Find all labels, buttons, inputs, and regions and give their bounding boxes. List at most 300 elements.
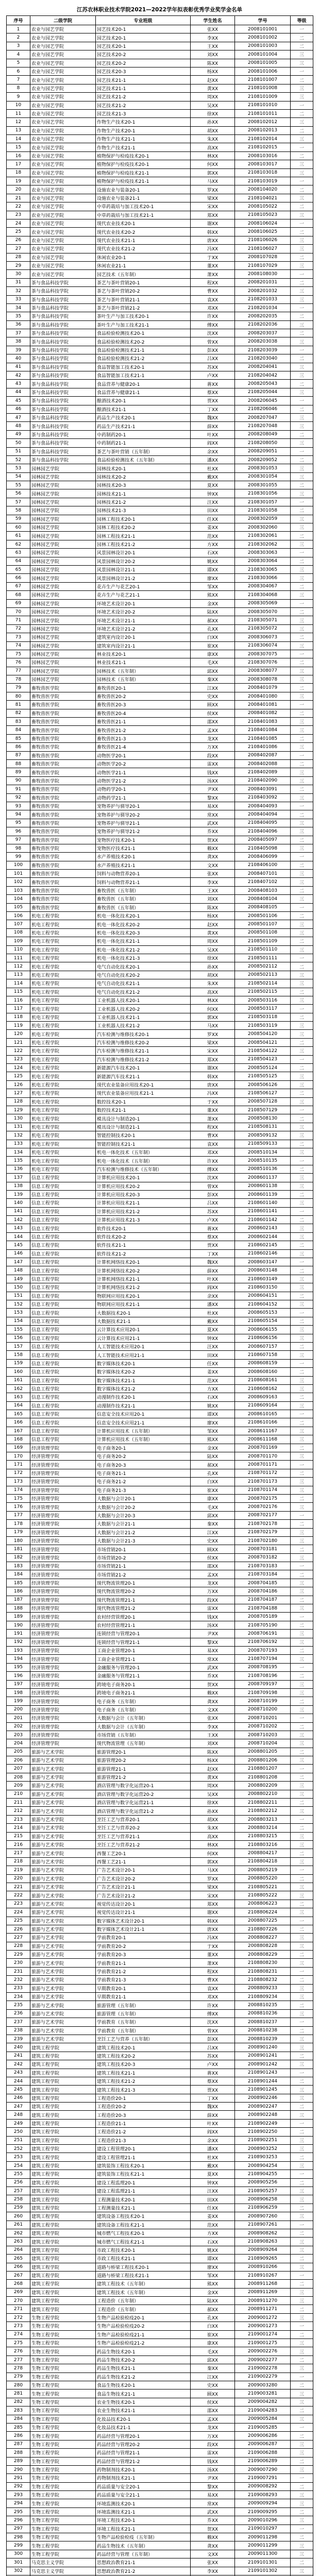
cell-name: 萧XX [191, 1959, 235, 1967]
cell-level: 二 [291, 1216, 313, 1224]
cell-college: 畜牧兽医学院 [30, 692, 96, 700]
cell-student-id: 2108306074 [235, 641, 291, 650]
cell-name: 许XX [191, 2001, 235, 2009]
table-row [7, 810, 313, 819]
cell-name: 傅XX [191, 2009, 235, 2018]
cell-student-id: 2108602145 [235, 1241, 291, 1249]
table-row [7, 1106, 313, 1114]
table-row [7, 751, 313, 759]
cell-college: 园林园艺学院 [30, 472, 96, 481]
cell-level: 三 [291, 2060, 313, 2069]
cell-college: 信息工程学院 [30, 1317, 96, 1325]
cell-index: 294 [7, 2499, 30, 2507]
table-row [7, 1976, 313, 1984]
cell-college: 畜牧兽医学院 [30, 793, 96, 802]
table-row [7, 2330, 313, 2338]
table-row [7, 701, 313, 709]
cell-level: 一 [291, 498, 313, 506]
cell-index: 230 [7, 1959, 30, 1967]
cell-level: 一 [291, 1258, 313, 1266]
cell-name: 冯XX [191, 245, 235, 253]
cell-level: 一 [291, 1055, 313, 1063]
cell-name: 傅XX [191, 320, 235, 329]
table-row [7, 1055, 313, 1063]
cell-college: 经济管理学院 [30, 1604, 96, 1613]
cell-student-id: 2108601142 [235, 1216, 291, 1224]
cell-class: 园艺技术21-2 [96, 93, 191, 101]
cell-class: 林业技术20-1 [96, 650, 191, 658]
cell-name: 陈XX [191, 903, 235, 911]
cell-college: 农业与园艺学院 [30, 25, 96, 33]
cell-college: 农业与园艺学院 [30, 160, 96, 168]
cell-college: 建筑工程学院 [30, 2077, 96, 2085]
cell-class: 环境艺术设计20-1 [96, 599, 191, 607]
cell-class: 环境监测技术21-1 [96, 2507, 191, 2516]
cell-class: 计算机网络技术21-2 [96, 1283, 191, 1292]
cell-class: 植物保护与检疫技术21-1 [96, 177, 191, 185]
table-row [7, 2364, 313, 2372]
cell-name: 赖XX [191, 844, 235, 852]
cell-name: 董XX [191, 261, 235, 269]
cell-name: 何XX [191, 1005, 235, 1013]
cell-index: 43 [7, 380, 30, 388]
table-row [7, 1638, 313, 1646]
cell-college: 畜牧兽医学院 [30, 886, 96, 894]
scholarship-table [6, 15, 313, 2576]
cell-student-id: 2108808230 [235, 1959, 291, 1967]
cell-student-id: 2008810235 [235, 2001, 291, 2009]
cell-student-id: 2009005284 [235, 2415, 291, 2423]
table-row [7, 219, 313, 227]
cell-college: 信息工程学院 [30, 1275, 96, 1283]
cell-level: 三 [291, 2263, 313, 2271]
cell-level: 一 [291, 1157, 313, 1165]
cell-student-id: 2108801207 [235, 1765, 291, 1773]
cell-index: 141 [7, 1207, 30, 1215]
cell-name: 段XX [191, 1596, 235, 1604]
cell-college: 机电工程学院 [30, 954, 96, 962]
cell-index: 2 [7, 33, 30, 42]
cell-student-id: 2108104021 [235, 194, 291, 202]
cell-class: 药品经营与管理21-1 [96, 2449, 191, 2457]
cell-student-id: 2008807225 [235, 1917, 291, 1925]
cell-student-id: 2108604152 [235, 1300, 291, 1308]
cell-index: 17 [7, 160, 30, 168]
cell-college: 经济管理学院 [30, 1536, 96, 1545]
cell-class: 云计算技术应用20-1 [96, 1326, 191, 1334]
cell-index: 34 [7, 303, 30, 312]
cell-college: 经济管理学院 [30, 1621, 96, 1629]
cell-student-id: 2108301058 [235, 506, 291, 515]
cell-index: 130 [7, 1114, 30, 1123]
cell-college: 信息工程学院 [30, 1393, 96, 1401]
cell-index: 117 [7, 1005, 30, 1013]
cell-student-id: 2008801205 [235, 1748, 291, 1756]
table-row [7, 979, 313, 988]
table-row [7, 185, 313, 194]
cell-college: 畜牧兽医学院 [30, 827, 96, 836]
cell-class: 烹饪工艺与营养（五年制） [96, 2035, 191, 2043]
cell-college: 信息工程学院 [30, 1199, 96, 1207]
cell-index: 98 [7, 844, 30, 852]
cell-name: 邱XX [191, 667, 235, 675]
cell-student-id: 2008304067 [235, 582, 291, 590]
cell-student-id: 2108503118 [235, 1013, 291, 1021]
cell-index: 44 [7, 388, 30, 396]
cell-student-id: 2108601140 [235, 1199, 291, 1207]
table-row [7, 1536, 313, 1545]
table-row [7, 658, 313, 667]
cell-student-id: 2008601137 [235, 1174, 291, 1182]
cell-level: 二 [291, 2128, 313, 2136]
cell-student-id: 2009008292 [235, 2482, 291, 2490]
cell-college: 旅游与艺术学院 [30, 1942, 96, 1950]
cell-name: 侯XX [191, 709, 235, 717]
cell-level: 三 [291, 1782, 313, 1790]
cell-class: 计算机网络技术21-1 [96, 1275, 191, 1283]
cell-level: 三 [291, 1030, 313, 1038]
cell-name: 朱XX [191, 135, 235, 143]
cell-name: 崔XX [191, 1486, 235, 1494]
cell-student-id: 2008307075 [235, 650, 291, 658]
cell-class: 园林技术（五年制） [96, 667, 191, 675]
cell-level: 二 [291, 2229, 313, 2237]
cell-student-id: 2108403092 [235, 793, 291, 802]
table-row [7, 1148, 313, 1156]
cell-level: 二 [291, 582, 313, 590]
cell-index: 115 [7, 988, 30, 996]
cell-name: 康XX [191, 1494, 235, 1502]
cell-level: 二 [291, 1190, 313, 1198]
cell-student-id: 2108606156 [235, 1334, 291, 1342]
cell-index: 76 [7, 658, 30, 667]
cell-name: 贾XX [191, 397, 235, 405]
cell-student-id: 2008601139 [235, 1190, 291, 1198]
cell-level: 二 [291, 151, 313, 160]
cell-index: 242 [7, 2060, 30, 2069]
cell-name: 苏XX [191, 2052, 235, 2060]
cell-class: 电气自动化技术21-2 [96, 988, 191, 996]
cell-level: 二 [291, 1393, 313, 1401]
cell-class: 食品营养与健康20-1 [96, 380, 191, 388]
cell-student-id: 2108305071 [235, 616, 291, 624]
cell-name: 常XX [191, 810, 235, 819]
cell-college: 信息工程学院 [30, 1309, 96, 1317]
cell-name: 姚XX [191, 557, 235, 565]
cell-college: 生物工程学院 [30, 2389, 96, 2398]
cell-index: 79 [7, 684, 30, 692]
cell-college: 信息工程学院 [30, 1326, 96, 1334]
cell-student-id: 2108203040 [235, 354, 291, 363]
cell-name: 高XX [191, 988, 235, 996]
cell-index: 63 [7, 549, 30, 557]
cell-index: 61 [7, 532, 30, 540]
cell-level: 三 [291, 1680, 313, 1688]
cell-college: 建筑工程学院 [30, 2060, 96, 2069]
cell-name: 尹XX [191, 1630, 235, 1638]
table-row [7, 388, 313, 396]
table-row [7, 591, 313, 599]
table-row [7, 557, 313, 565]
cell-class: 机电一体化技术21-1 [96, 937, 191, 945]
cell-class: 生物产品检验检疫21-1 [96, 2330, 191, 2338]
cell-college: 建筑工程学院 [30, 2178, 96, 2187]
cell-name: 贾XX [191, 2086, 235, 2094]
cell-name: 钟XX [191, 1334, 235, 1342]
cell-college: 信息工程学院 [30, 1384, 96, 1393]
cell-student-id: 2108704188 [235, 1604, 291, 1613]
cell-student-id: 2108903253 [235, 2153, 291, 2161]
cell-class: 动物医学20-1 [96, 751, 191, 759]
table-row [7, 2457, 313, 2465]
cell-level: 三 [291, 2389, 313, 2398]
table-row [7, 1545, 313, 1553]
cell-level: 三 [291, 2094, 313, 2102]
cell-student-id: 2108202036 [235, 320, 291, 329]
table-row [7, 2204, 313, 2212]
cell-college: 机电工程学院 [30, 971, 96, 979]
table-row [7, 168, 313, 177]
cell-student-id: 2008401080 [235, 692, 291, 700]
cell-name: 秦XX [191, 675, 235, 684]
cell-level: 一 [291, 751, 313, 759]
cell-name: 丁XX [191, 1249, 235, 1258]
table-row [7, 734, 313, 742]
table-row [7, 1900, 313, 1908]
cell-index: 6 [7, 67, 30, 75]
cell-class: 计算机应用技术21-1 [96, 1199, 191, 1207]
cell-student-id: 2008911269 [235, 2288, 291, 2296]
table-row [7, 2052, 313, 2060]
cell-college: 生物工程学院 [30, 2533, 96, 2541]
cell-name: 姜XX [191, 2212, 235, 2221]
cell-class: 作物生产技术20-1 [96, 118, 191, 126]
cell-class: 园艺技术20-3 [96, 67, 191, 75]
cell-college: 信息工程学院 [30, 1190, 96, 1198]
cell-student-id: 2108907261 [235, 2221, 291, 2229]
cell-index: 27 [7, 245, 30, 253]
cell-level: 三 [291, 844, 313, 852]
cell-index: 247 [7, 2103, 30, 2111]
table-row [7, 236, 313, 244]
cell-name: 贾XX [191, 1241, 235, 1249]
cell-name: 侯XX [191, 2398, 235, 2406]
cell-name: 郑XX [191, 1055, 235, 1063]
table-row [7, 2077, 313, 2085]
cell-student-id: 2008801206 [235, 1756, 291, 1765]
table-row [7, 295, 313, 303]
cell-student-id: 2008502112 [235, 962, 291, 971]
cell-class: 酿酒技术21-1 [96, 405, 191, 413]
cell-name: 叶XX [191, 1275, 235, 1283]
cell-class: 市政工程技术20-1 [96, 2246, 191, 2254]
cell-name: 丁XX [191, 2094, 235, 2102]
cell-student-id: 2008101003 [235, 42, 291, 50]
cell-college: 信息工程学院 [30, 1241, 96, 1249]
cell-name: 文XX [191, 2550, 235, 2558]
cell-college: 信息工程学院 [30, 1266, 96, 1275]
cell-level: 二 [291, 785, 313, 793]
cell-college: 信息工程学院 [30, 1182, 96, 1190]
cell-name: 阎XX [191, 1283, 235, 1292]
cell-index: 50 [7, 439, 30, 447]
cell-level: 二 [291, 2178, 313, 2187]
cell-student-id: 2108102015 [235, 143, 291, 151]
table-row [7, 988, 313, 996]
cell-class: 云计算技术应用21-1 [96, 1334, 191, 1342]
cell-college: 茶与食品科技学院 [30, 380, 96, 388]
cell-student-id: 2108101009 [235, 93, 291, 101]
cell-name: 贺XX [191, 2524, 235, 2533]
cell-college: 机电工程学院 [30, 1097, 96, 1106]
cell-level: 三 [291, 1486, 313, 1494]
cell-index: 233 [7, 1984, 30, 1992]
cell-name: 卢XX [191, 1216, 235, 1224]
cell-level: 三 [291, 1587, 313, 1596]
table-row [7, 1190, 313, 1198]
cell-student-id: 2008602144 [235, 1232, 291, 1241]
cell-college: 信息工程学院 [30, 1435, 96, 1444]
cell-college: 建筑工程学院 [30, 2111, 96, 2119]
cell-level: 二 [291, 42, 313, 50]
cell-name: 唐XX [191, 1080, 235, 1089]
cell-index: 9 [7, 93, 30, 101]
cell-student-id: 2108508131 [235, 1123, 291, 1131]
cell-student-id: 2008904254 [235, 2161, 291, 2170]
cell-level: 二 [291, 455, 313, 464]
cell-class: 畜牧兽医21-2 [96, 726, 191, 734]
cell-index: 118 [7, 1013, 30, 1021]
cell-index: 18 [7, 168, 30, 177]
cell-index: 180 [7, 1536, 30, 1545]
cell-student-id: 2008501108 [235, 928, 291, 937]
cell-name: 史XX [191, 692, 235, 700]
cell-index: 35 [7, 312, 30, 320]
cell-level: 三 [291, 1688, 313, 1697]
cell-name: 常XX [191, 2499, 235, 2507]
cell-name: 宋XX [191, 1047, 235, 1055]
cell-college: 农业与园艺学院 [30, 76, 96, 84]
cell-index: 199 [7, 1697, 30, 1705]
cell-index: 112 [7, 962, 30, 971]
cell-class: 汽车检测与维修技术（五年制） [96, 1165, 191, 1173]
table-row [7, 76, 313, 84]
cell-level: 二 [291, 962, 313, 971]
cell-college: 经济管理学院 [30, 1570, 96, 1579]
cell-index: 125 [7, 1072, 30, 1080]
cell-class: 建筑工程技术20-1 [96, 2043, 191, 2052]
cell-student-id: 2008810239 [235, 2035, 291, 2043]
cell-name: 朱XX [191, 979, 235, 988]
cell-class: 学前教育（五年制） [96, 2026, 191, 2035]
table-row [7, 202, 313, 211]
cell-student-id: 2108603150 [235, 1283, 291, 1292]
cell-student-id: 2108106027 [235, 245, 291, 253]
cell-student-id: 2108701173 [235, 1478, 291, 1486]
cell-index: 123 [7, 1055, 30, 1063]
cell-student-id: 2008408104 [235, 895, 291, 903]
table-row [7, 996, 313, 1004]
table-row [7, 1655, 313, 1663]
cell-level: 三 [291, 1351, 313, 1359]
cell-index: 248 [7, 2111, 30, 2119]
cell-level: 三 [291, 422, 313, 430]
cell-name: 李XX [191, 2567, 235, 2575]
cell-index: 80 [7, 692, 30, 700]
table-row [7, 1114, 313, 1123]
cell-name: 龙XX [191, 1579, 235, 1587]
cell-index: 52 [7, 455, 30, 464]
cell-student-id: 2108507129 [235, 1106, 291, 1114]
table-row [7, 1874, 313, 1883]
cell-level: 一 [291, 599, 313, 607]
cell-index: 189 [7, 1613, 30, 1621]
cell-student-id: 2008206045 [235, 397, 291, 405]
cell-index: 25 [7, 228, 30, 236]
cell-name: 方XX [191, 2229, 235, 2237]
cell-class: 药品经营与管理21-2 [96, 2457, 191, 2465]
cell-name: 孟XX [191, 1570, 235, 1579]
cell-student-id: 2008301053 [235, 464, 291, 472]
cell-class: 风景园林设计21-1 [96, 566, 191, 574]
cell-college: 茶与食品科技学院 [30, 287, 96, 295]
table-row [7, 532, 313, 540]
cell-index: 68 [7, 591, 30, 599]
cell-college: 农业与园艺学院 [30, 168, 96, 177]
cell-level: 三 [291, 2499, 313, 2507]
cell-college: 机电工程学院 [30, 1148, 96, 1156]
cell-index: 224 [7, 1908, 30, 1917]
table-row [7, 903, 313, 911]
cell-name: 熊XX [191, 2280, 235, 2288]
cell-college: 畜牧兽医学院 [30, 878, 96, 886]
cell-college: 经济管理学院 [30, 1739, 96, 1748]
cell-student-id: 2008704186 [235, 1587, 291, 1596]
cell-level: 三 [291, 1503, 313, 1511]
table-row [7, 278, 313, 286]
cell-student-id: 2108101011 [235, 109, 291, 117]
cell-index: 198 [7, 1688, 30, 1697]
cell-name: 宋XX [191, 202, 235, 211]
cell-student-id: 2008503117 [235, 1005, 291, 1013]
cell-index: 10 [7, 101, 30, 109]
cell-name: 毛XX [191, 658, 235, 667]
cell-college: 旅游与艺术学院 [30, 1976, 96, 1984]
cell-class: 广告艺术设计21-1 [96, 1883, 191, 1891]
cell-college: 机电工程学院 [30, 1064, 96, 1072]
table-row [7, 1013, 313, 1021]
cell-student-id: 2008603148 [235, 1266, 291, 1275]
cell-level: 一 [291, 1005, 313, 1013]
cell-name: 赖XX [191, 2533, 235, 2541]
cell-student-id: 2008510136 [235, 1165, 291, 1173]
table-row [7, 1182, 313, 1190]
cell-college: 园林园艺学院 [30, 667, 96, 675]
table-row [7, 1334, 313, 1342]
table-row [7, 1410, 313, 1418]
table-row [7, 2541, 313, 2550]
table-row [7, 2415, 313, 2423]
cell-student-id: 2108101007 [235, 76, 291, 84]
cell-level: 三 [291, 261, 313, 269]
cell-student-id: 2008205043 [235, 380, 291, 388]
cell-name: 贺XX [191, 1680, 235, 1688]
cell-college: 园林园艺学院 [30, 658, 96, 667]
cell-class: 茶艺与茶叶营销20-2 [96, 287, 191, 295]
cell-name: 孔XX [191, 1469, 235, 1477]
cell-index: 282 [7, 2398, 30, 2406]
cell-student-id: 2008701170 [235, 1452, 291, 1461]
